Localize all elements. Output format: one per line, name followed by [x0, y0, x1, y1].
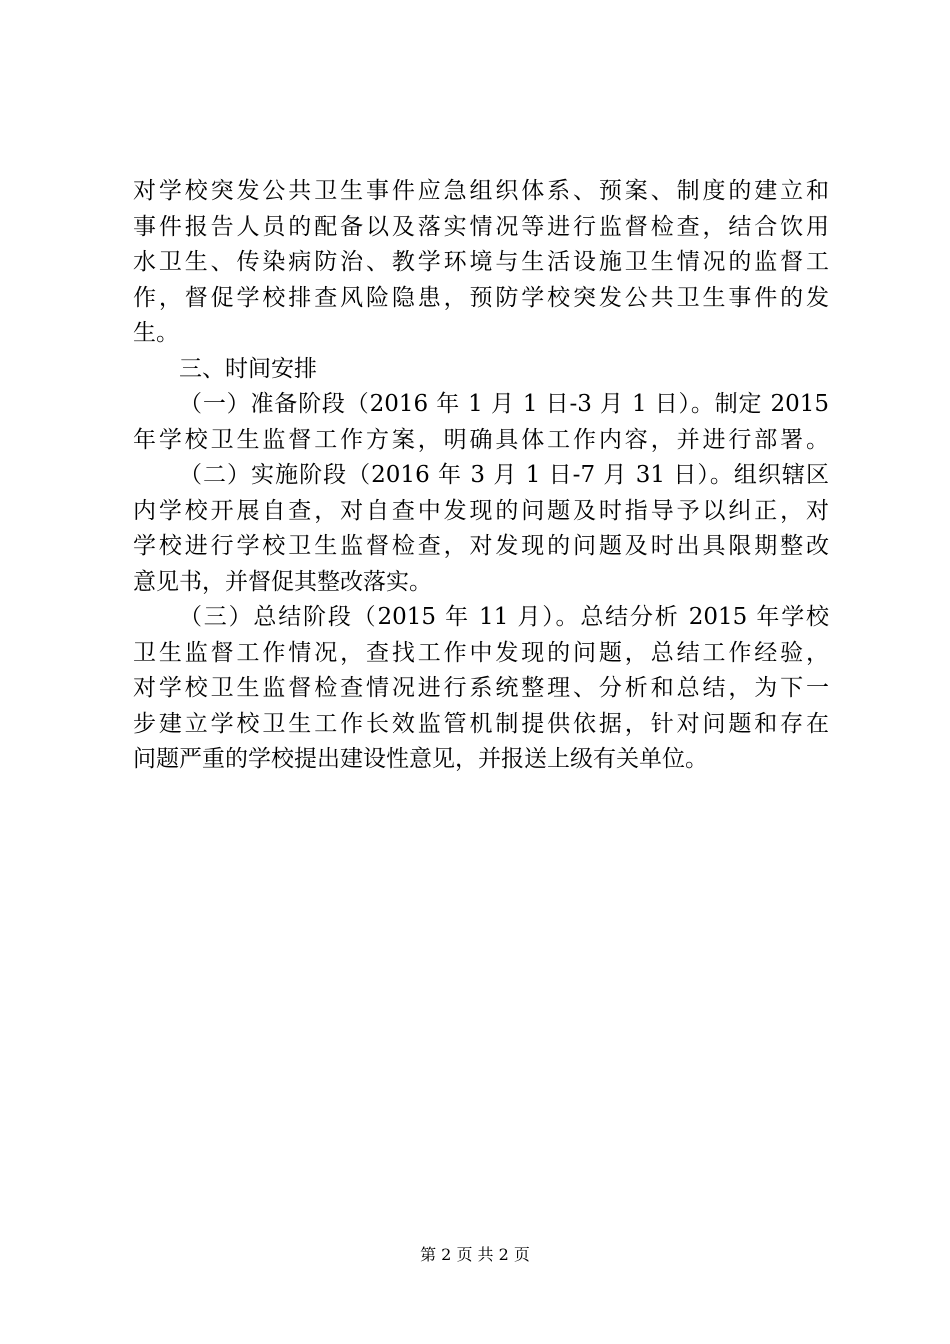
body-line: 意见书，并督促其整改落实。	[133, 568, 432, 595]
body-line: 生。	[133, 320, 179, 346]
body-line: 作，督促学校排查风险隐患，预防学校突发公共卫生事件的发	[133, 284, 829, 311]
body-line: 问题严重的学校提出建设性意见，并报送上级有关单位。	[133, 746, 708, 772]
body-line: 年学校卫生监督工作方案，明确具体工作内容，并进行部署。	[133, 426, 829, 453]
document-body	[133, 174, 829, 778]
subsection-line: （三）总结阶段（2015 年 11 月）。总结分析 2015 年学校	[179, 604, 829, 630]
section-heading: 三、时间安排	[179, 355, 317, 382]
subsection-line: （二）实施阶段（2016 年 3 月 1 日-7 月 31 日）。组织辖区	[179, 462, 829, 488]
subsection-line: （一）准备阶段（2016 年 1 月 1 日-3 月 1 日）。制定 2015	[179, 391, 829, 417]
body-line: 步建立学校卫生工作长效监管机制提供依据，针对问题和存在	[133, 710, 829, 737]
body-line: 水卫生、传染病防治、教学环境与生活设施卫生情况的监督工	[133, 249, 829, 275]
body-line: 卫生监督工作情况，查找工作中发现的问题，总结工作经验，	[133, 639, 829, 666]
body-line: 对学校突发公共卫生事件应急组织体系、预案、制度的建立和	[133, 178, 829, 204]
page-number-footer: 第 2 页 共 2 页	[420, 1245, 530, 1264]
body-line: 对学校卫生监督检查情况进行系统整理、分析和总结，为下一	[133, 675, 829, 701]
body-line: 内学校开展自查，对自查中发现的问题及时指导予以纠正，对	[133, 497, 829, 524]
body-line: 事件报告人员的配备以及落实情况等进行监督检查，结合饮用	[133, 213, 829, 240]
body-line: 学校进行学校卫生监督检查，对发现的问题及时出具限期整改	[133, 533, 829, 559]
